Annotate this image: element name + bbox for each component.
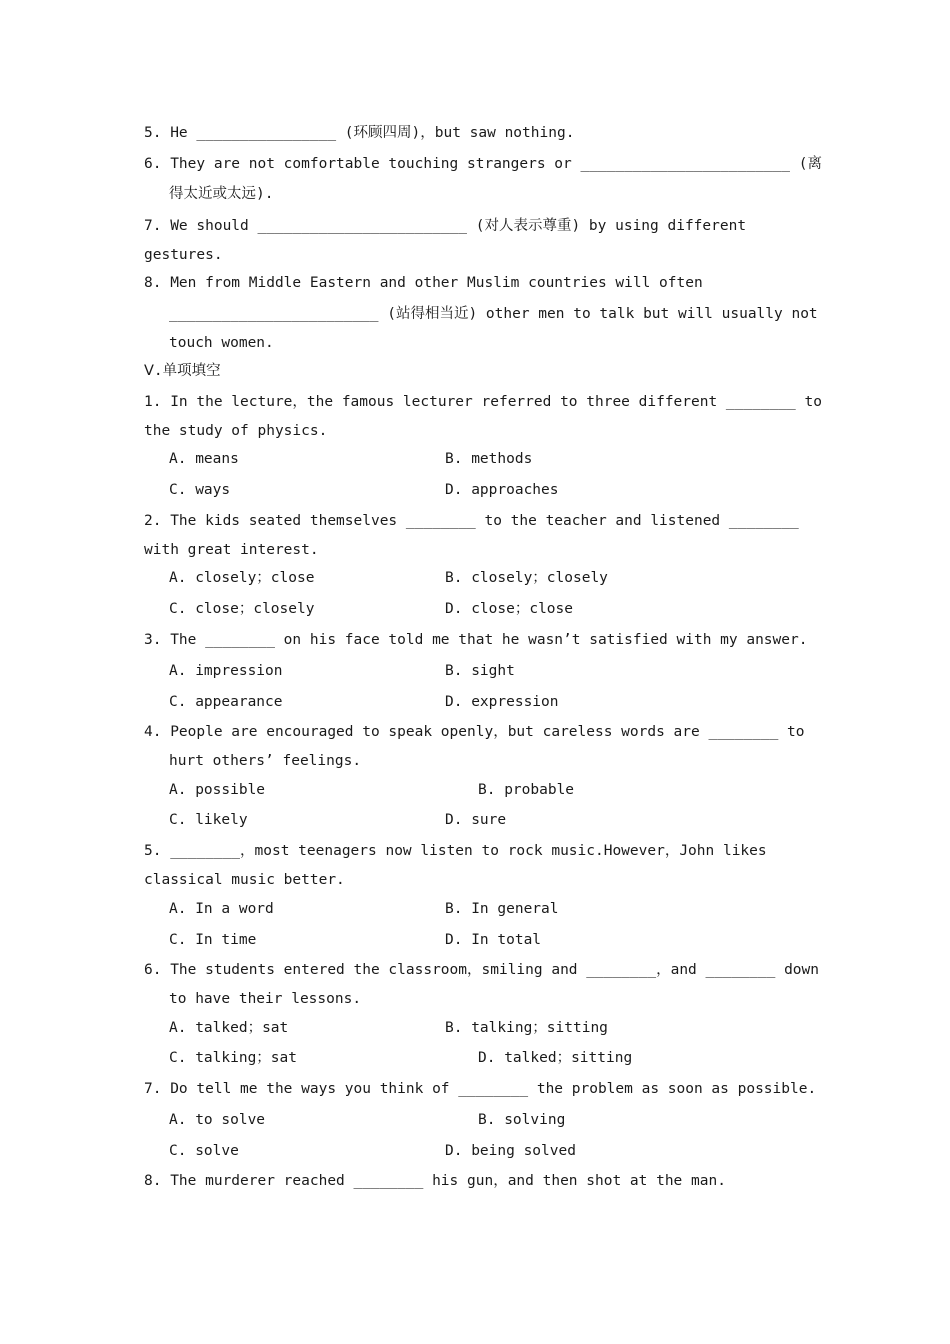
question-7-option-b: B. solving xyxy=(478,1112,566,1128)
question-6-option-c: C. talking；sat xyxy=(169,1050,297,1066)
question-3-option-c: C. appearance xyxy=(169,694,283,710)
question-4-8-line-2: ________________________ (站得相当近) other men to talk but will usually not xyxy=(169,306,818,322)
section-heading: Ⅴ.单项填空 xyxy=(144,363,221,379)
question-5-option-b: B. In general xyxy=(445,901,559,917)
question-7-option-c: C. solve xyxy=(169,1143,239,1159)
question-4-5: 5. He ________________ (环顾四周)，but saw nothing. xyxy=(144,125,575,141)
question-2-option-c: C. close；closely xyxy=(169,601,315,617)
question-1-line-2: the study of physics. xyxy=(144,423,328,439)
question-6-option-b: B. talking；sitting xyxy=(445,1020,608,1036)
question-4-8-line-1: 8. Men from Middle Eastern and other Muslim countries will often xyxy=(144,275,703,291)
question-7-option-d: D. being solved xyxy=(445,1143,576,1159)
question-4-option-b: B. probable xyxy=(478,782,575,798)
question-1-option-d: D. approaches xyxy=(445,482,559,498)
question-6-line-2: to have their lessons. xyxy=(169,991,362,1007)
question-4-line-1: 4. People are encouraged to speak openly，but careless words are ________ to xyxy=(144,724,805,740)
question-5-line-1: 5. ________，most teenagers now listen to rock music.However，John likes xyxy=(144,843,767,859)
question-4-6-line-2: 得太近或太远). xyxy=(169,186,274,202)
question-4-option-c: C. likely xyxy=(169,812,248,828)
question-1-line-1: 1. In the lecture，the famous lecturer referred to three different ________ to xyxy=(144,394,822,410)
question-3-option-d: D. expression xyxy=(445,694,559,710)
question-1-option-b: B. methods xyxy=(445,451,533,467)
question-1-option-a: A. means xyxy=(169,451,239,467)
question-3-option-a: A. impression xyxy=(169,663,283,679)
question-4-line-2: hurt others’ feelings. xyxy=(169,753,362,769)
question-4-7-line-1: 7. We should ________________________ (对人表示尊重) by using different xyxy=(144,218,747,234)
question-4-8-line-3: touch women. xyxy=(169,335,274,351)
question-5-option-a: A. In a word xyxy=(169,901,274,917)
question-2-line-2: with great interest. xyxy=(144,542,319,558)
question-2-option-d: D. close；close xyxy=(445,601,573,617)
question-5-line-2: classical music better. xyxy=(144,872,345,888)
question-6-line-1: 6. The students entered the classroom，smiling and ________，and ________ down xyxy=(144,962,820,978)
question-4-7-line-2: gestures. xyxy=(144,247,223,263)
question-4-6-line-1: 6. They are not comfortable touching strangers or ________________________ (离 xyxy=(144,156,822,172)
question-5-option-d: D. In total xyxy=(445,932,542,948)
question-4-option-d: D. sure xyxy=(445,812,507,828)
question-7-option-a: A. to solve xyxy=(169,1112,266,1128)
question-6-option-a: A. talked；sat xyxy=(169,1020,289,1036)
question-3-option-b: B. sight xyxy=(445,663,515,679)
question-3-line-1: 3. The ________ on his face told me that he wasn’t satisfied with my answer. xyxy=(144,632,808,648)
question-5-option-c: C. In time xyxy=(169,932,257,948)
question-4-option-a: A. possible xyxy=(169,782,266,798)
question-7-line-1: 7. Do tell me the ways you think of ________ the problem as soon as possible. xyxy=(144,1081,817,1097)
question-2-option-a: A. closely；close xyxy=(169,570,315,586)
question-2-option-b: B. closely；closely xyxy=(445,570,608,586)
question-1-option-c: C. ways xyxy=(169,482,231,498)
question-2-line-1: 2. The kids seated themselves ________ to the teacher and listened ________ xyxy=(144,513,799,529)
question-8-line-1: 8. The murderer reached ________ his gun，and then shot at the man. xyxy=(144,1173,726,1189)
question-6-option-d: D. talked；sitting xyxy=(478,1050,633,1066)
